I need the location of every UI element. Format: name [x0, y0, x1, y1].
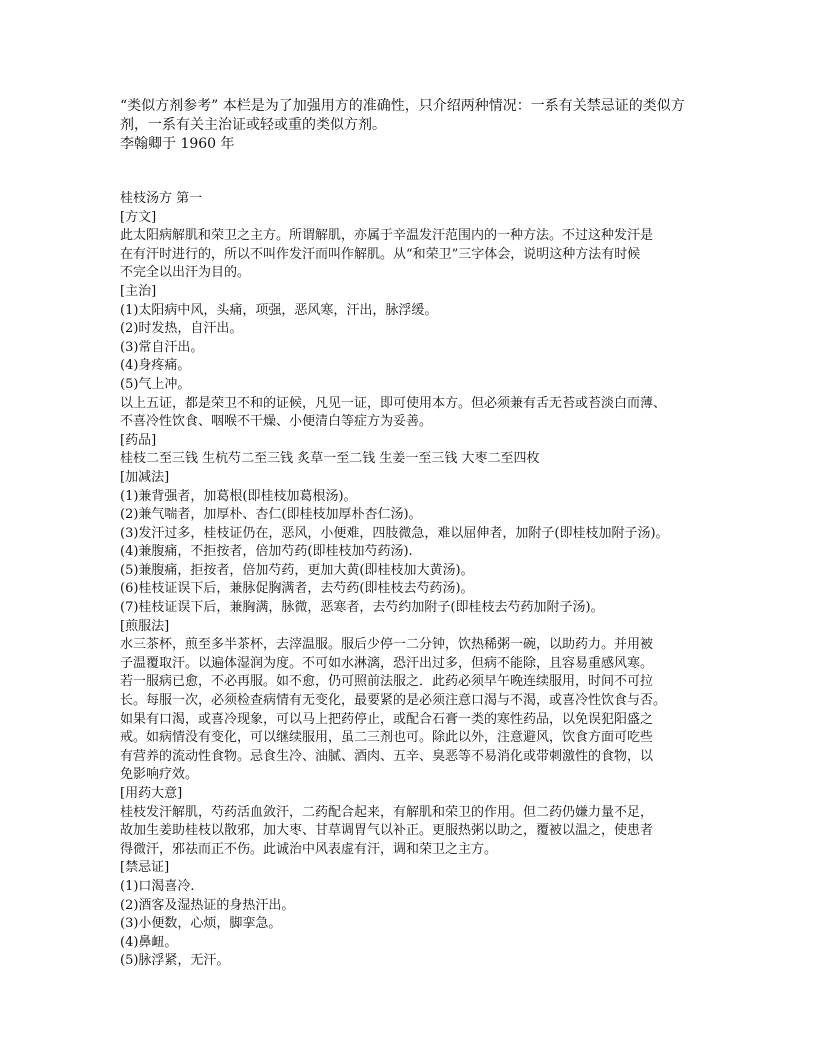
- document-page: [120, 97, 700, 971]
- paragraph-line: 桂枝发汗解肌，芍药活血敛汗，二药配合起来，有解肌和荣卫的作用。但二药仍嫌力量不足，: [120, 804, 654, 820]
- paragraph-line: 不喜冷性饮食、咽喉不干燥、小便清白等症方为妥善。: [120, 414, 433, 430]
- section-yaopin: [120, 432, 700, 469]
- list-item: (3)发汗过多，桂枝证仍在，恶风，小便难，四肢微急，难以屈伸者，加附子(即桂枝加附子汤)。: [120, 525, 669, 541]
- section-zhuzhi: [120, 283, 700, 432]
- list-item: (7)桂枝证误下后，兼胸满，脉微，恶寒者，去芍约加附子(即桂枝去芍药加附子汤)。: [120, 600, 604, 616]
- section-heading: [用药大意]: [120, 786, 183, 801]
- section-heading: [煎服法]: [120, 618, 170, 634]
- list-item: (2)兼气喘者，加厚朴、杏仁(即桂枝加厚朴杏仁汤)。: [120, 507, 422, 523]
- ingredient-list: 桂枝二至三钱 生杭芍二至三钱 炙草一至二钱 生姜一至三钱 大枣二至四枚: [120, 451, 540, 467]
- list-item: (5)脉浮紧，无汗。: [120, 953, 230, 969]
- list-item: (5)兼腹痛，拒按者，倍加芍药，更加大黄(即桂枝加大黄汤)。: [120, 562, 474, 578]
- paragraph-line: 子温覆取汗。以遍体湿润为度。不可如水淋漓，恐汗出过多，但病不能除，且容易重感风寒。: [120, 655, 654, 671]
- paragraph-line: 此太阳病解肌和荣卫之主方。所谓解肌，亦属于辛温发汗范围内的一种方法。不过这种发汗是: [120, 228, 654, 244]
- list-item: (4)鼻衄。: [120, 934, 178, 950]
- section-fangwen: [120, 209, 700, 283]
- list-item: (3)常自汗出。: [120, 339, 204, 355]
- paragraph-line: 若一服病已愈，不必再服。如不愈，仍可照前法服之．此药必须早午晚连续服用，时间不可拉: [120, 674, 654, 690]
- paragraph-line: 得微汗，邪祛而正不伤。此诚治中风表虚有汗，调和荣卫之主方。: [120, 841, 498, 857]
- section-heading: [药品]: [120, 432, 157, 448]
- intro-line: 剂，一系有关主治证或轻或重的类似方剂。: [120, 117, 386, 133]
- list-item: (2)酒客及湿热证的身热汗出。: [120, 897, 295, 913]
- list-item: (1)太阳病中风，头痛，项强，恶风寒，汗出，脉浮缓。: [120, 302, 438, 318]
- section-heading: [方文]: [120, 209, 157, 225]
- section-heading: [主治]: [120, 283, 157, 299]
- list-item: (1)兼背强者，加葛根(即桂枝加葛根汤)。: [120, 488, 357, 504]
- paragraph-line: 不完全以出汗为目的。: [120, 265, 251, 281]
- paragraph-line: 长。每服一次，必须检查病情有无变化，最要紧的是必须注意口渴与不渴，或喜冷性饮食与否。: [120, 693, 667, 709]
- paragraph-line: 有营养的流动性食物。忌食生冷、油腻、酒肉、五辛、臭恶等不易消化或带刺激性的食物，以: [120, 748, 654, 764]
- paragraph-line: 如果有口渴，或喜冷现象，可以马上把药停止，或配合石膏一类的寒性药品，以免误犯阳盛之: [120, 711, 654, 727]
- paragraph-line: 故加生姜助桂枝以散邪，加大枣、甘草调胃气以补正。更服热粥以助之，覆被以温之，使患者: [120, 823, 654, 839]
- list-item: (4)身疼痛。: [120, 358, 191, 374]
- list-item: (4)兼腹痛，不拒按者，倍加芍药(即桂枝加芍药汤).: [120, 544, 413, 560]
- list-item: (3)小便数，心烦，脚挛急。: [120, 916, 282, 932]
- section-heading: [加减法]: [120, 469, 170, 485]
- paragraph-line: 以上五证，都是荣卫不和的证候，凡见一证，即可使用本方。但必须兼有舌无苔或苔淡白而薄、: [120, 395, 667, 411]
- paragraph-line: 水三茶杯，煎至多半茶杯，去滓温服。服后少停一二分钟，饮热稀粥一碗，以助药力。并用被: [120, 637, 654, 653]
- intro-block: [120, 97, 700, 154]
- list-item: (5)气上冲。: [120, 376, 191, 392]
- section-jianfu: [120, 618, 700, 785]
- list-item: (1)口渴喜冷.: [120, 878, 195, 894]
- section-jiajian: [120, 469, 700, 618]
- intro-author-date: 李翰卿于 1960 年: [120, 136, 235, 152]
- section-heading: [禁忌证]: [120, 860, 170, 876]
- paragraph-line: 戒。如病情没有变化，可以继续服用，虽二三剂也可。除此以外，注意避风，饮食方面可吃些: [120, 730, 654, 746]
- paragraph-line: 在有汗时进行的，所以不叫作发汗而叫作解肌。从“和荣卫”三字体会，说明这种方法有时候: [120, 246, 641, 262]
- list-item: (6)桂枝证误下后，兼脉促胸满者，去芍药(即桂枝去芍药汤)。: [120, 581, 474, 597]
- formula-title: 桂枝汤方 第一: [120, 191, 203, 206]
- intro-line: “类似方剂参考” 本栏是为了加强用方的准确性，只介绍两种情况：一系有关禁忌证的类似方: [120, 98, 685, 114]
- section-jinji: [120, 859, 700, 971]
- paragraph-line: 免影响疗效。: [120, 767, 199, 783]
- section-dayi: [120, 785, 700, 859]
- list-item: (2)时发热，自汗出。: [120, 321, 243, 337]
